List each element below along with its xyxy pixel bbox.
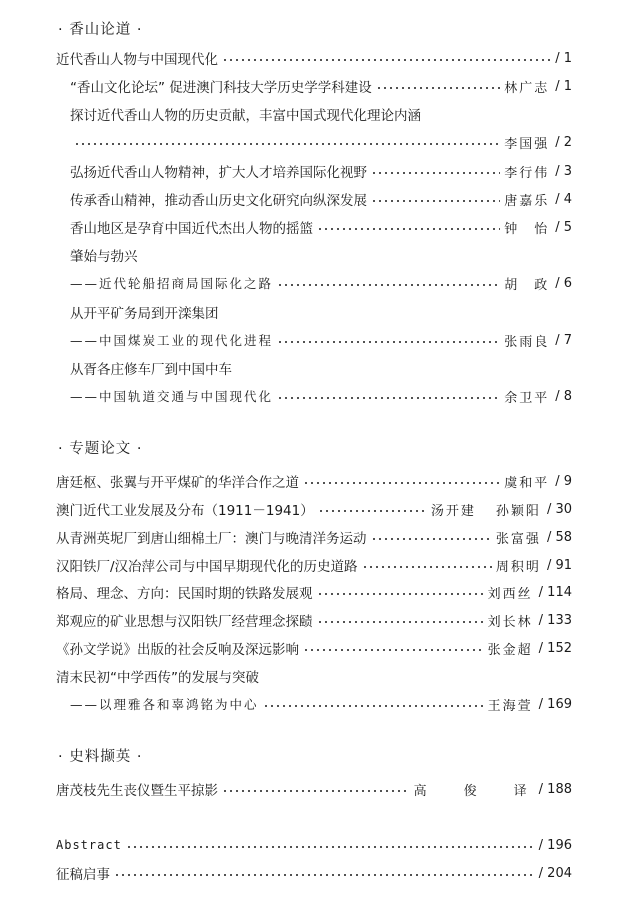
page-number: / 9 bbox=[555, 473, 572, 489]
page-number: / 114 bbox=[538, 584, 572, 600]
entry-author: 周积明 bbox=[495, 559, 541, 575]
entry-title: 征稿启事 bbox=[56, 867, 110, 883]
dot-leader bbox=[371, 172, 500, 174]
toc-entry[interactable] bbox=[56, 525, 572, 549]
entry-title: 郑观应的矿业思想与汉阳铁厂经营理念探赜 bbox=[56, 614, 313, 630]
toc-entry[interactable] bbox=[70, 130, 572, 154]
toc-entry-title-line[interactable] bbox=[70, 243, 572, 267]
toc-entry[interactable] bbox=[70, 692, 572, 716]
page-number: / 7 bbox=[555, 332, 572, 348]
toc-entry-title-line[interactable] bbox=[56, 664, 572, 688]
entry-subtitle: ——中国轨道交通与中国现代化 bbox=[70, 389, 274, 404]
toc-entry-title-line[interactable] bbox=[70, 356, 572, 380]
entry-author: 刘长林 bbox=[487, 614, 533, 630]
toc-entry-title-line[interactable] bbox=[70, 300, 572, 324]
entry-title: 格局、理念、方向：民国时期的铁路发展观 bbox=[56, 586, 313, 602]
dot-leader bbox=[317, 621, 484, 623]
entry-author: 钟 怡 bbox=[504, 221, 550, 237]
dot-leader bbox=[222, 59, 551, 61]
dot-leader bbox=[277, 341, 500, 343]
page-number: / 204 bbox=[538, 865, 572, 881]
entry-title: 唐廷枢、张翼与开平煤矿的华洋合作之道 bbox=[56, 475, 299, 491]
dot-leader bbox=[371, 200, 500, 202]
page-number: / 3 bbox=[555, 163, 572, 179]
entry-title: 从开平矿务局到开滦集团 bbox=[70, 306, 219, 322]
toc-entry[interactable] bbox=[70, 215, 572, 239]
entry-title: 从胥各庄修车厂到中国中车 bbox=[70, 362, 232, 378]
toc-entry[interactable] bbox=[56, 636, 572, 660]
entry-author: 张富强 bbox=[495, 531, 541, 547]
page-number: / 4 bbox=[555, 191, 572, 207]
section-title-archives: · 史料撷英 · bbox=[58, 749, 143, 765]
entry-title: 唐茂枝先生丧仪暨生平掠影 bbox=[56, 783, 218, 799]
page-number: / 91 bbox=[546, 557, 572, 573]
toc-entry[interactable] bbox=[56, 833, 572, 857]
entry-title: 从青洲英坭厂到唐山细棉土厂：澳门与晚清洋务运动 bbox=[56, 531, 367, 547]
dot-leader bbox=[362, 566, 492, 568]
toc-entry[interactable] bbox=[56, 553, 572, 577]
entry-author: 李行伟 bbox=[504, 165, 550, 181]
dot-leader bbox=[371, 538, 492, 540]
toc-entry[interactable] bbox=[56, 469, 572, 493]
page-number: / 30 bbox=[546, 501, 572, 517]
entry-title: 澳门近代工业发展及分布（1911－1941） bbox=[56, 503, 314, 519]
entry-author: 汤开建 bbox=[430, 503, 476, 519]
entry-title: 汉阳铁厂/汉冶萍公司与中国早期现代化的历史道路 bbox=[56, 559, 358, 575]
entry-author: 张金超 bbox=[487, 642, 533, 658]
page-number: / 6 bbox=[555, 275, 572, 291]
dot-leader bbox=[303, 649, 484, 651]
entry-title: 传承香山精神，推动香山历史文化研究向纵深发展 bbox=[70, 193, 367, 209]
entry-title: 探讨近代香山人物的历史贡献，丰富中国式现代化理论内涵 bbox=[70, 108, 421, 124]
toc-entry[interactable] bbox=[56, 861, 572, 885]
toc-entry[interactable] bbox=[56, 497, 572, 521]
page-number: / 1 bbox=[555, 50, 572, 66]
page-number: / 2 bbox=[555, 134, 572, 150]
entry-title: Abstract bbox=[56, 838, 122, 852]
toc-entry[interactable] bbox=[70, 271, 572, 295]
dot-leader bbox=[114, 874, 535, 876]
entry-author: 唐嘉乐 bbox=[504, 193, 550, 209]
entry-title: 近代香山人物与中国现代化 bbox=[56, 52, 218, 68]
dot-leader bbox=[303, 482, 500, 484]
entry-coauthor: 孙颖阳 bbox=[495, 503, 541, 519]
dot-leader bbox=[277, 284, 500, 286]
page-number: / 133 bbox=[538, 612, 572, 628]
toc-entry[interactable] bbox=[70, 328, 572, 352]
page-number: / 169 bbox=[538, 696, 572, 712]
entry-subtitle: ——以理雅各和辜鸿铭为中心 bbox=[70, 697, 259, 712]
page-number: / 1 bbox=[555, 78, 572, 94]
entry-title: “香山文化论坛” 促进澳门科技大学历史学学科建设 bbox=[70, 80, 372, 96]
entry-author: 王海萱 bbox=[487, 698, 533, 714]
page-number: / 196 bbox=[538, 837, 572, 853]
section-title-xiangshan: · 香山论道 · bbox=[58, 22, 143, 38]
entry-title: 清末民初“中学西传”的发展与突破 bbox=[56, 670, 259, 686]
entry-title: 肇始与勃兴 bbox=[70, 249, 138, 265]
entry-author: 李国强 bbox=[504, 136, 550, 152]
entry-author: 刘西丝 bbox=[487, 586, 533, 602]
toc-entry[interactable] bbox=[56, 580, 572, 604]
toc-entry[interactable] bbox=[70, 159, 572, 183]
dot-leader bbox=[318, 510, 427, 512]
dot-leader bbox=[277, 397, 500, 399]
entry-subtitle: ——近代轮船招商局国际化之路 bbox=[70, 276, 274, 291]
dot-leader bbox=[376, 87, 500, 89]
toc-entry[interactable] bbox=[70, 187, 572, 211]
entry-author: 张雨良 bbox=[504, 334, 550, 350]
toc-entry[interactable] bbox=[70, 74, 572, 98]
entry-author: 余卫平 bbox=[504, 390, 550, 406]
page-number: / 58 bbox=[546, 529, 572, 545]
toc-entry[interactable] bbox=[56, 46, 572, 70]
dot-leader bbox=[317, 228, 500, 230]
toc-entry[interactable] bbox=[56, 777, 572, 801]
entry-author: 林广志 bbox=[504, 80, 550, 96]
toc-entry-title-line[interactable] bbox=[70, 102, 572, 126]
dot-leader bbox=[126, 846, 535, 848]
entry-author: 胡 政 bbox=[504, 277, 550, 293]
dot-leader bbox=[74, 143, 500, 145]
page-number: / 152 bbox=[538, 640, 572, 656]
entry-author: 虞和平 bbox=[504, 475, 550, 491]
page-number: / 5 bbox=[555, 219, 572, 235]
page-number: / 8 bbox=[555, 388, 572, 404]
section-title-topics: · 专题论文 · bbox=[58, 441, 143, 457]
entry-title: 《孙文学说》出版的社会反响及深远影响 bbox=[56, 642, 299, 658]
entry-author: 高 俊 译 bbox=[413, 783, 539, 799]
entry-subtitle: ——中国煤炭工业的现代化进程 bbox=[70, 333, 274, 348]
dot-leader bbox=[222, 790, 410, 792]
toc-entry[interactable] bbox=[70, 384, 572, 408]
page-number: / 188 bbox=[538, 781, 572, 797]
dot-leader bbox=[317, 593, 484, 595]
toc-entry[interactable] bbox=[56, 608, 572, 632]
dot-leader bbox=[263, 705, 484, 707]
entry-title: 弘扬近代香山人物精神，扩大人才培养国际化视野 bbox=[70, 165, 367, 181]
entry-title: 香山地区是孕育中国近代杰出人物的摇篮 bbox=[70, 221, 313, 237]
